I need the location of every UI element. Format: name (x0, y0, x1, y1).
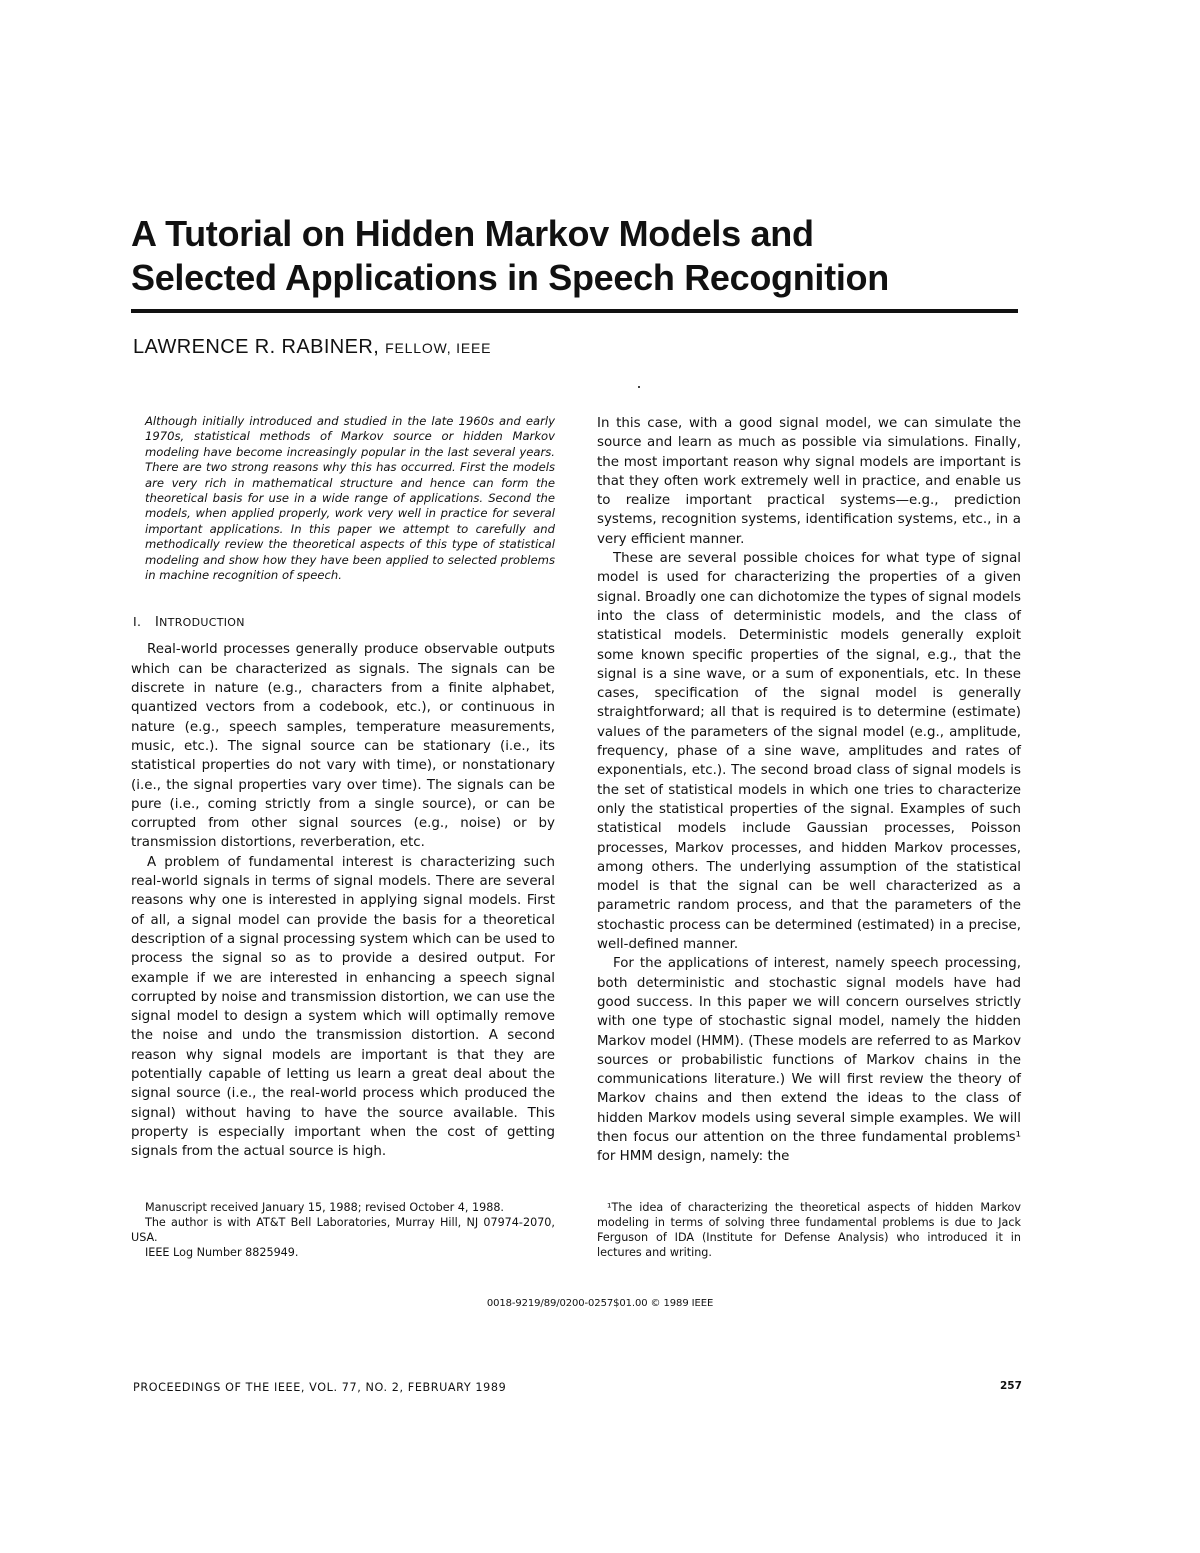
right-column (597, 414, 1021, 1167)
body-paragraph: For the applications of interest, namely speech processing, both deterministic and stochastic signal models have had good success. In this paper we will concern ourselves strictly with one type of stochastic signal model, namely the hidden Markov model (HMM). (These models are referred to as Markov sources or probabilistic functions of Markov chains in the communications literature.) We will first review the theory of Markov chains and then extend the ideas to the class of hidden Markov models using several simple examples. We will then focus our attention on the three fundamental problems¹ for HMM design, namely: the (597, 956, 1021, 1165)
page-number: 257 (1000, 1380, 1022, 1392)
footnote-log-number: IEEE Log Number 8825949. (145, 1246, 299, 1259)
left-column (131, 414, 555, 1161)
paper-title-line-1: A Tutorial on Hidden Markov Models and (131, 213, 814, 254)
body-paragraph: A problem of fundamental interest is characterizing such real-world signals in terms of signal models. There are several reasons why one is interested in applying signal models. First of all, a signal model can provide the basis for a theoretical description of a signal processing system which can be used to process the signal so as to provide a desired output. For example if we are interested in enhancing a speech signal corrupted by noise and transmission distortion, we can use the signal model to design a system which will optimally remove the noise and undo the transmission distortion. A second reason why signal models are important is that they are potentially capable of letting us learn a great deal about the signal source (i.e., the real-world process which produced the signal) without having to have the source available. This property is especially important when the cost of getting signals from the actual source is high. (131, 854, 555, 1160)
body-paragraph: In this case, with a good signal model, we can simulate the source and learn as much as possible via simulations. Finally, the most important reason why signal models are important is that they often work extremely well in practice, and enable us to realize important practical systems—e.g., prediction systems, recognition systems, identification systems, etc., in a very efficient manner. (597, 416, 1021, 547)
journal-footer: PROCEEDINGS OF THE IEEE, VOL. 77, NO. 2, FEBRUARY 1989 (133, 1381, 507, 1394)
section-title-initial: I (155, 615, 160, 631)
body-paragraph: Real-world processes generally produce observable outputs which can be characterized as signals. The signals can be discrete in nature (e.g., characters from a finite alphabet, quantized vectors from a codebook, etc.), or continuous in nature (e.g., speech samples, temperature measurements, music, etc.). The signal source can be stationary (i.e., its statistical properties do not vary with time), or nonstationary (i.e., the signal properties vary over time). The signals can be pure (i.e., coming strictly from a single source), or can be corrupted from other signal sources (e.g., noise) or by transmission distortions, reverberation, etc. (131, 642, 555, 851)
author-grade: FELLOW, IEEE (385, 340, 492, 356)
manuscript-footnotes (131, 1200, 555, 1260)
paper-title-line-2: Selected Applications in Speech Recognition (131, 257, 889, 298)
body-paragraph: These are several possible choices for what type of signal model is used for characterizing the properties of a given signal. Broadly one can dichotomize the types of signal models into the class of deterministic models, and the class of statistical models. Deterministic models generally exploit some known specific properties of the signal, e.g., that the signal is a sine wave, or a sum of exponentials, etc. In these cases, specification of the signal model is generally straightforward; all that is required is to determine (estimate) values of the parameters of the signal model (e.g., amplitude, frequency, phase of a sine wave, amplitudes and rates of exponentials, etc.). The second broad class of signal models is the set of statistical models in which one tries to characterize only the statistical properties of the signal. Examples of such statistical models include Gaussian processes, Poisson processes, Markov processes, and hidden Markov processes, among others. The underlying assumption of the statistical model is that the signal can be well characterized as a parametric random process, and that the parameters of the stochastic process can be determined (estimated) in a precise, well-defined manner. (597, 551, 1021, 953)
author-line (133, 334, 491, 361)
footnote-affiliation: The author is with AT&T Bell Laboratories, Murray Hill, NJ 07974-2070, USA. (131, 1216, 555, 1244)
scan-speck (638, 386, 640, 388)
abstract: Although initially introduced and studied in the late 1960s and early 1970s, statistical methods of Markov source or hidden Markov modeling have become increasingly popular in the last several years. There are two strong reasons why this has occurred. First the models are very rich in mathematical structure and hence can form the theoretical basis for use in a wide range of applications. Second the models, when applied properly, work very well in practice for several important applications. In this paper we attempt to carefully and methodically review the theoretical aspects of this type of statistical modeling and show how they have been applied to selected problems in machine recognition of speech. (145, 414, 555, 583)
footnote-1 (597, 1200, 1021, 1260)
paper-title (131, 212, 1031, 300)
title-rule (131, 309, 1018, 313)
section-number: I. (133, 614, 142, 630)
section-title-rest: NTRODUCTION (159, 616, 245, 630)
footnote-received: Manuscript received January 15, 1988; revised October 4, 1988. (145, 1201, 504, 1214)
copyright-line: 0018-9219/89/0200-0257$01.00 © 1989 IEEE (486, 1298, 714, 1309)
footnote-1-text: ¹The idea of characterizing the theoretical aspects of hidden Markov modeling in terms of solving three fundamental problems is due to Jack Ferguson of IDA (Institute for Defense Analysis) who introduced it in lectures and writing. (597, 1201, 1021, 1259)
author-name: LAWRENCE R. RABINER, (133, 336, 380, 358)
section-heading (133, 613, 555, 632)
